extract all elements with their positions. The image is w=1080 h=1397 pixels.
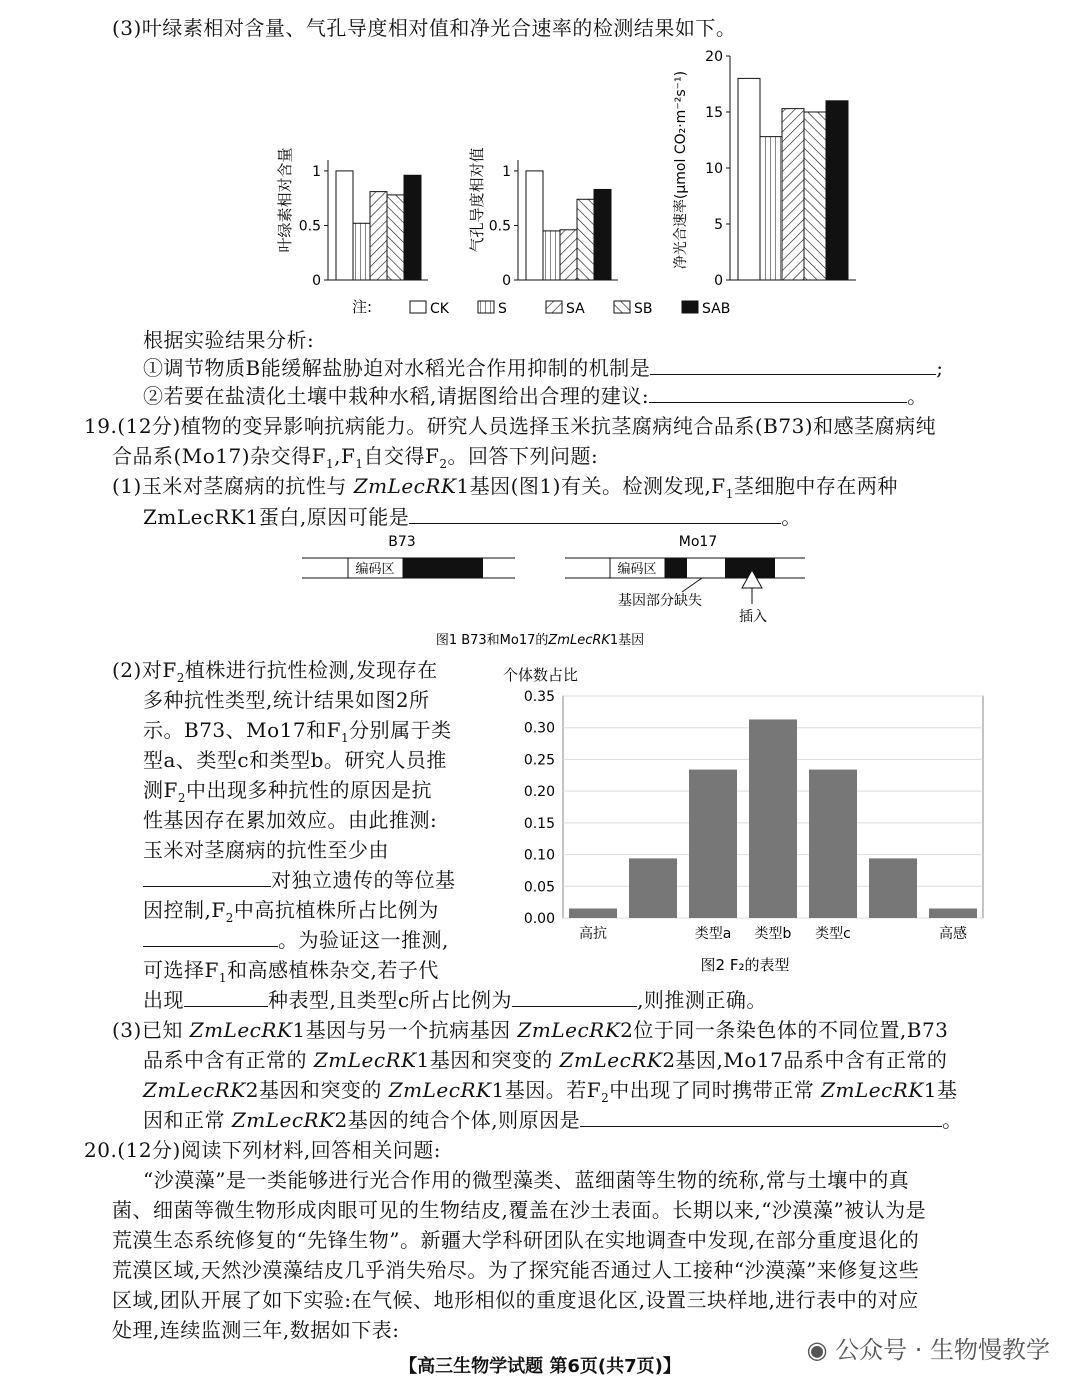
- tick-label: 20: [705, 49, 723, 65]
- mo17-gene-block-1: [665, 558, 687, 578]
- q19-2-l3: 示。B73、Mo17和$F_1$分别属于类: [143, 718, 452, 745]
- q20-p4: 荒漠区域,天然沙漠藻结皮几乎消失殆尽。为了探究能否通过人工接种“沙漠藻”来修复这些: [112, 1258, 920, 1282]
- section-3-header: (3)叶绿素相对含量、气孔导度相对值和净光合速率的检测结果如下。: [112, 16, 737, 40]
- q19-p1-line2: ZmLecRK1蛋白,原因可能是 。: [143, 505, 802, 529]
- bar-S: [353, 223, 370, 280]
- answer-blank[interactable]: [649, 382, 907, 403]
- bar-SB: [577, 199, 594, 280]
- photosynthesis-chart: [705, 49, 856, 289]
- ytick-label: 0.20: [523, 784, 555, 801]
- q20-p5: 区域,团队开展了如下实验:在气候、地形相似的重度退化区,设置三块样地,进行表中的对应: [112, 1288, 919, 1312]
- q19-2-l6: 性基因存在累加效应。由此推测:: [143, 808, 438, 832]
- bar-5: [869, 858, 917, 918]
- c2-ylabel: 气孔导度相对值: [468, 147, 486, 253]
- q20-p3: 荒漠生态系统修复的“先锋生物”。新疆大学科研团队在实地调查中发现,在部分重度退化的: [112, 1228, 920, 1252]
- tick-label: 1: [502, 163, 511, 180]
- answer-blank[interactable]: [580, 1106, 942, 1127]
- legend-swatch-SAB: [682, 301, 698, 313]
- svg-text:编码区: 编码区: [617, 562, 657, 577]
- q19-2-l1: (2)对$F_2$植株进行抗性检测,发现存在: [112, 658, 438, 685]
- q19-3-l1: (3)已知 ZmLecRK1基因与另一个抗病基因 ZmLecRK2位于同一条染色体的不同位置,B73: [112, 1018, 949, 1042]
- legend-swatch-S: [478, 301, 494, 313]
- legend-label-CK: CK: [430, 301, 449, 317]
- legend-swatch-CK: [410, 301, 426, 313]
- xtick-label: 类型c: [815, 926, 851, 942]
- q19-3-l3: ZmLecRK2基因和突变的 ZmLecRK1基因。若$F_2$中出现了同时携带正常 ZmLecRK1基: [143, 1078, 958, 1105]
- wechat-icon: ◉: [806, 1336, 836, 1364]
- bar-SAB: [594, 189, 611, 280]
- bar-6: [929, 908, 977, 918]
- bar-S: [543, 231, 560, 280]
- bar-SA: [560, 230, 577, 280]
- legend: [352, 298, 730, 317]
- answer-blank[interactable]: [143, 926, 278, 947]
- xtick-label: 高抗: [579, 926, 607, 942]
- ytick-label: 0.15: [523, 815, 555, 832]
- q19-head2: 合品系(Mo17)杂交得$F_1,F_1$自交得$F_2$。回答下列问题:: [112, 444, 599, 471]
- page-footer: 【高三生物学试题 第6页(共7页)】: [399, 1356, 681, 1377]
- tick-label: 5: [714, 217, 723, 233]
- legend-prefix: 注:: [352, 298, 373, 316]
- answer-blank[interactable]: [512, 986, 637, 1007]
- tick-label: 1: [312, 163, 321, 180]
- q19-2-l10: 。为验证这一推测,: [143, 926, 449, 954]
- top-charts: [260, 40, 880, 330]
- tick-label: 15: [705, 105, 723, 121]
- fig1-b73-label: B73: [388, 534, 416, 550]
- legend-label-SAB: SAB: [702, 301, 731, 317]
- answer-blank[interactable]: [143, 866, 271, 887]
- tick-label: 0: [502, 273, 511, 289]
- answer-blank[interactable]: [409, 503, 781, 524]
- bar-SA: [782, 109, 804, 280]
- fig2-caption: 图2 F₂的表型: [700, 956, 790, 974]
- fig2-ylabel: 个体数占比: [503, 666, 579, 684]
- legend-label-SB: SB: [634, 301, 653, 317]
- answer-blank[interactable]: [650, 354, 936, 375]
- stomatal-chart: [489, 160, 618, 289]
- legend-swatch-SA: [546, 301, 562, 313]
- watermark: ◉ 公众号 · 生物慢教学: [806, 1336, 1050, 1364]
- q19-2-l2: 多种抗性类型,统计结果如图2所: [143, 688, 430, 712]
- q19-2-l11: 可选择$F_1$和高感植株杂交,若子代: [143, 958, 439, 985]
- chlorophyll-chart: [299, 160, 428, 289]
- xtick-label: 类型b: [754, 926, 792, 942]
- bar-2: [689, 770, 737, 918]
- bar-CK: [738, 78, 760, 280]
- answer-blank[interactable]: [184, 986, 268, 1007]
- bar-SAB: [826, 101, 848, 280]
- q19-2-l5: 测$F_2$中出现多种抗性的原因是抗: [143, 778, 433, 805]
- q19-2-l7: 玉米对茎腐病的抗性至少由: [143, 838, 389, 862]
- tick-label: 10: [705, 161, 723, 177]
- q19-2-l4: 型a、类型c和类型b。研究人员推: [143, 748, 447, 772]
- ytick-label: 0.10: [523, 847, 555, 864]
- q19-p1-line1: (1)玉米对茎腐病的抗性与 ZmLecRK1基因(图1)有关。检测发现$,F_1$茎细胞中存在两种: [112, 474, 898, 501]
- q19-3-l2: 品系中含有正常的 ZmLecRK1基因和突变的 ZmLecRK2基因,Mo17品系中含有正常的: [143, 1048, 948, 1072]
- bar-3: [749, 719, 797, 918]
- ytick-label: 0.35: [523, 689, 555, 705]
- tick-label: 0.5: [298, 218, 321, 235]
- bar-SB: [804, 112, 826, 280]
- legend-label-S: S: [498, 301, 507, 317]
- bar-0: [569, 908, 617, 918]
- svg-text:编码区: 编码区: [355, 562, 395, 577]
- q20-p2: 菌、细菌等微生物形成肉眼可见的生物结皮,覆盖在沙土表面。长期以来,“沙漠藻”被认为是: [112, 1198, 927, 1222]
- bar-CK: [526, 171, 543, 280]
- bar-4: [809, 770, 857, 918]
- q19-2-l8: 对独立遗传的等位基: [143, 866, 456, 894]
- q20-p6: 处理,连续监测三年,数据如下表:: [112, 1318, 400, 1342]
- fig1-deletion: 基因部分缺失: [618, 593, 702, 609]
- fig2-plot: [524, 689, 983, 942]
- legend-label-SA: SA: [566, 301, 585, 317]
- q20-p1: “沙漠藻”是一类能够进行光合作用的微型藻类、蓝细菌等生物的统称,常与土壤中的真: [143, 1168, 910, 1192]
- q19-2-l9: 因控制$,F_2$中高抗植株所占比例为: [143, 898, 439, 925]
- q19-head1: 19.(12分)植物的变异影响抗病能力。研究人员选择玉米抗茎腐病纯合品系(B73)和感茎腐病纯: [84, 414, 937, 438]
- fig1-mo17-label: Mo17: [678, 534, 718, 550]
- analysis-q1: ①调节物质B能缓解盐胁迫对水稻光合作用抑制的机制是 ;: [143, 356, 944, 380]
- ytick-label: 0.05: [523, 879, 555, 896]
- ytick-label: 0.25: [523, 752, 555, 769]
- c1-ylabel: 叶绿素相对含量: [276, 147, 294, 253]
- fig1-caption: 图1 B73和Mo17的ZmLecRK1基因: [435, 633, 645, 648]
- b73-gene-block: [403, 558, 483, 578]
- xtick-label: 高感: [939, 926, 967, 942]
- figure-2-chart: [495, 660, 995, 980]
- ytick-label: 0.30: [523, 720, 555, 737]
- analysis-q2: ②若要在盐渍化土壤中栽种水稻,请据图给出合理的建议: 。: [143, 384, 928, 408]
- bar-SA: [370, 192, 387, 280]
- c3-ylabel: 净光合速率(μmol CO₂·m⁻²s⁻¹): [673, 70, 689, 270]
- fig1-insert: 插入: [739, 609, 767, 625]
- bar-CK: [336, 171, 353, 280]
- tick-label: 0: [714, 273, 723, 289]
- q19-3-l4: 因和正常 ZmLecRK2基因的纯合个体,则原因是 。: [143, 1108, 963, 1132]
- q19-2-l12: 出现 种表型,且类型c所占比例为 ,则推测正确。: [143, 988, 767, 1012]
- legend-swatch-SB: [614, 301, 630, 313]
- bar-S: [760, 137, 782, 280]
- q20-head: 20.(12分)阅读下列材料,回答相关问题:: [84, 1138, 441, 1162]
- tick-label: 0: [312, 273, 321, 289]
- bar-1: [629, 858, 677, 918]
- analysis-lead: 根据实验结果分析:: [143, 328, 315, 352]
- bar-SAB: [404, 175, 421, 280]
- xtick-label: 类型a: [694, 926, 732, 942]
- tick-label: 0.5: [488, 218, 511, 235]
- ytick-label: 0.00: [523, 911, 555, 927]
- bar-SB: [387, 195, 404, 280]
- figure-1: [290, 530, 810, 650]
